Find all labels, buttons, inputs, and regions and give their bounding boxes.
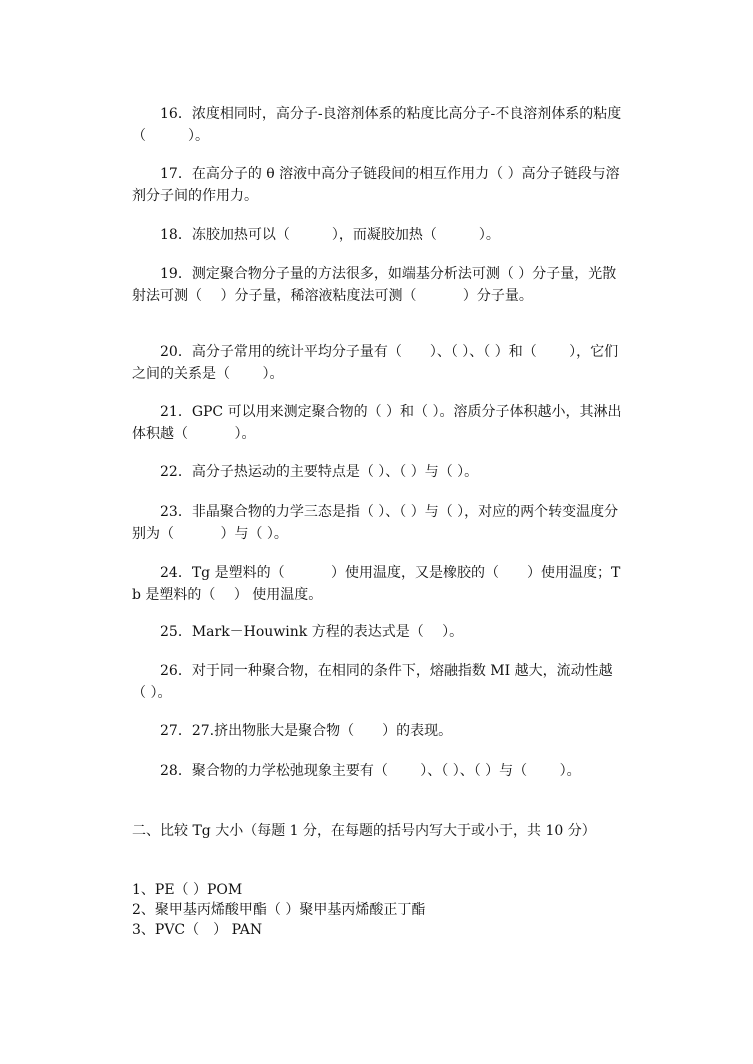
question-18: 18．冻胶加热可以（ ），而凝胶加热（ ）。 [160, 227, 500, 243]
question-28: 28．聚合物的力学松弛现象主要有（ ）、（ ）、（ ）与（ ）。 [160, 763, 581, 779]
question-25: 25．Mark－Houwink 方程的表达式是（ ）。 [160, 624, 464, 640]
question-23: 23．非晶聚合物的力学三态是指（ ）、（ ）与（ ），对应的两个转变温度分别为（ ）与（ ）。 [132, 504, 619, 542]
question-24: 24．Tg 是塑料的（ ）使用温度，又是橡胶的（ ）使用温度；Tb 是塑料的（ ） 使用温度。 [132, 565, 621, 603]
question-22: 22．高分子热运动的主要特点是（ ）、（ ）与（ ）。 [160, 464, 479, 480]
section-2-heading: 二、比较 Tg 大小（每题 1 分，在每题的括号内写大于或小于，共 10 分） [132, 823, 596, 839]
list-item: 3、PVC（ ） PAN [132, 922, 263, 938]
question-26: 26．对于同一种聚合物，在相同的条件下，熔融指数 MI 越大，流动性越（ ）。 [132, 663, 613, 701]
question-27: 27．27.挤出物胀大是聚合物（ ）的表现。 [160, 723, 453, 739]
question-20: 20．高分子常用的统计平均分子量有（ ）、（ ）、（ ）和（ ），它们之间的关系是（ ）。 [132, 344, 619, 382]
list-item: 1、PE（ ）POM [132, 882, 243, 898]
question-17: 17．在高分子的 θ 溶液中高分子链段间的相互作用力（ ）高分子链段与溶剂分子间的作用力。 [132, 166, 620, 204]
question-19: 19．测定聚合物分子量的方法很多，如端基分析法可测（ ）分子量，光散射法可测（ ）分子量，稀溶液粘度法可测（ ）分子量。 [132, 266, 617, 304]
question-21: 21．GPC 可以用来测定聚合物的（ ）和（ ）。溶质分子体积越小，其淋出体积越（ ）。 [132, 404, 622, 442]
question-16: 16．浓度相同时，高分子-良溶剂体系的粘度比高分子-不良溶剂体系的粘度（ ）。 [132, 106, 622, 144]
list-item: 2、聚甲基丙烯酸甲酯（ ）聚甲基丙烯酸正丁酯 [132, 902, 426, 918]
section-2-items [132, 880, 626, 940]
